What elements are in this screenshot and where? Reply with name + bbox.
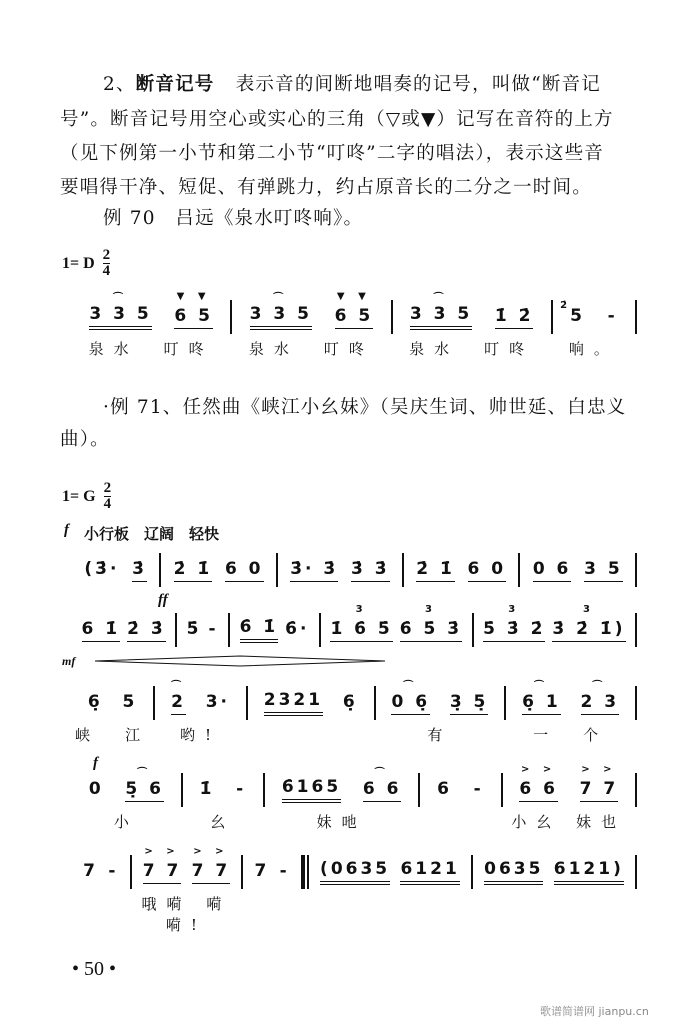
grace-note: 2̇ bbox=[560, 300, 571, 311]
lyric: 哟! bbox=[180, 726, 222, 744]
note-group: 3· bbox=[205, 692, 230, 712]
articulation-mark: ⌒ bbox=[403, 680, 419, 692]
note-group: - bbox=[607, 306, 618, 326]
articulation-mark: 3 bbox=[508, 603, 521, 615]
note-group: 6121 bbox=[400, 859, 459, 885]
note-group: - bbox=[208, 619, 219, 639]
note-group: 6̇165 bbox=[282, 777, 341, 803]
example71-caption-cont: 曲）。 bbox=[60, 429, 110, 450]
paragraph-line: 表示音的间断地唱奏的记号，叫做“断音记 bbox=[235, 74, 601, 95]
lyric: 泉水 叮咚 bbox=[409, 340, 535, 358]
note-group: 6̇· bbox=[285, 619, 310, 639]
page-number: • 50 • bbox=[72, 958, 117, 980]
section-first-line bbox=[103, 70, 601, 96]
articulation-mark: 3 bbox=[424, 603, 437, 615]
score-row bbox=[72, 553, 637, 587]
measure bbox=[248, 686, 376, 720]
key: 1= D bbox=[62, 254, 95, 272]
articulation-mark: > > bbox=[521, 763, 557, 775]
note-group: 5 2̇ bbox=[560, 300, 585, 326]
lyric: 小幺 妹也 bbox=[511, 813, 627, 831]
note-group: 0 bbox=[88, 779, 104, 799]
note-group: 3̇ 2̇ 1̇) 3 bbox=[552, 619, 625, 642]
articulation-mark: ⌒ bbox=[592, 680, 608, 692]
note-group: 6 5 ▼ ▼ bbox=[174, 306, 213, 329]
note-group: 6̣ 1 ⌒ bbox=[522, 692, 561, 715]
measure bbox=[303, 855, 473, 889]
note-group: 1̇ 2̇ bbox=[495, 306, 534, 329]
measure bbox=[72, 855, 132, 889]
measure bbox=[473, 855, 637, 889]
note-group: 6̣ bbox=[87, 692, 103, 712]
note-group: - bbox=[108, 861, 119, 881]
note-group: - bbox=[279, 861, 290, 881]
section-heading: 断音记号 bbox=[135, 74, 215, 95]
note-group: 2 3 ⌒ bbox=[581, 692, 620, 715]
note-group: 1̇ 6̇ 5̇ 3 bbox=[330, 619, 392, 642]
note-group: - bbox=[473, 779, 484, 799]
example71-caption: ·例 71、任然曲《峡江小幺妹》（吴庆生词、帅世延、白忠义 bbox=[103, 397, 627, 418]
measure bbox=[243, 855, 303, 889]
lyric: 泉水 叮咚 bbox=[248, 340, 374, 358]
measure bbox=[474, 603, 637, 647]
note-group: 6̇ 5̇ 3̇ 3 bbox=[400, 619, 462, 642]
articulation-mark: 3 bbox=[355, 603, 368, 615]
note-group: 6 bbox=[437, 779, 452, 799]
example70-key-signature bbox=[62, 248, 110, 279]
measure bbox=[72, 767, 183, 831]
note-group: 3̇ bbox=[132, 559, 147, 582]
note-group: 7 7 > > bbox=[143, 861, 182, 884]
note-group: 7 7 > > bbox=[192, 861, 231, 884]
note-group: 6 6 ⌒ bbox=[363, 779, 402, 802]
lyric: 哦嗬 嗬嗬! bbox=[141, 895, 232, 934]
time-top: 2 bbox=[103, 480, 112, 496]
note-group: 2̇ 1̇ bbox=[416, 559, 455, 582]
time-signature bbox=[103, 248, 111, 279]
measure bbox=[72, 613, 177, 647]
measure bbox=[183, 773, 265, 831]
note-group: (3̇· bbox=[84, 559, 120, 579]
score-row bbox=[72, 290, 637, 358]
articulation-mark: ▼ ▼ bbox=[176, 290, 211, 302]
crescendo-decrescendo-hairpin bbox=[95, 655, 385, 667]
note-group: 2̇ 3̇ bbox=[127, 619, 166, 642]
measure bbox=[232, 290, 392, 358]
note-group: 3̇ 3̇ bbox=[351, 559, 390, 582]
note-group: 6 5 ▼ ▼ bbox=[335, 306, 374, 329]
measure bbox=[553, 300, 637, 358]
note-group: 6121) bbox=[554, 859, 624, 885]
measure bbox=[520, 553, 637, 587]
paragraph-line: 要唱得干净、短促、有弹跳力，约占原音长的二分之一时间。 bbox=[60, 177, 592, 198]
paragraph-line: 号”。断音记号用空心或实心的三角（▽或▼）记写在音符的上方 bbox=[60, 109, 614, 130]
articulation-mark: ⌒ bbox=[137, 767, 153, 779]
lyric: 小 bbox=[113, 813, 139, 831]
measure bbox=[72, 553, 161, 587]
articulation-mark: ▼ ▼ bbox=[336, 290, 371, 302]
time-signature bbox=[104, 481, 112, 512]
example70-caption: 例 70 吕远《泉水叮咚响》。 bbox=[103, 208, 364, 229]
articulation-mark: ⌒ bbox=[273, 293, 289, 304]
example71-key-signature bbox=[62, 481, 111, 512]
note-group: 0 6 bbox=[533, 559, 572, 582]
articulation-mark: ⌒ bbox=[533, 680, 549, 692]
articulation-mark: > > bbox=[193, 845, 229, 857]
time-bottom: 4 bbox=[102, 263, 111, 279]
articulation-mark: ⌒ bbox=[171, 680, 187, 692]
measure bbox=[132, 845, 244, 934]
note-group: 3 3 5 ⌒ bbox=[89, 304, 151, 330]
note-group: 2 ⌒ bbox=[171, 692, 186, 715]
measure bbox=[278, 553, 404, 587]
note-group: 6 1̇ bbox=[82, 619, 121, 642]
score-row bbox=[72, 680, 637, 744]
note-group: 0 6̣ ⌒ bbox=[391, 692, 430, 715]
note-group: 1̇ bbox=[199, 779, 215, 799]
articulation-mark: ⌒ bbox=[433, 293, 449, 304]
measure bbox=[72, 290, 232, 358]
note-group: 7 7 > > bbox=[580, 779, 619, 802]
note-group: 6̇ 1̇ bbox=[240, 617, 279, 643]
tempo-marking: 小行板 辽阔 轻快 bbox=[84, 525, 220, 543]
measure bbox=[404, 553, 521, 587]
key: 1= G bbox=[62, 487, 96, 505]
note-group: 7 bbox=[254, 861, 270, 881]
dynamic-f: f bbox=[64, 522, 69, 538]
lyric: 一 个 bbox=[533, 726, 609, 744]
measure bbox=[376, 680, 507, 744]
articulation-mark: > > bbox=[144, 845, 180, 857]
time-top: 2 bbox=[102, 247, 111, 263]
note-group: 3̇· 3̇ bbox=[290, 559, 338, 582]
measure bbox=[72, 686, 155, 744]
measure bbox=[503, 763, 638, 831]
note-group: 6 6 > > bbox=[519, 779, 558, 802]
measure bbox=[420, 773, 502, 807]
section-number: 2、 bbox=[103, 74, 136, 95]
measure bbox=[265, 767, 420, 831]
paragraph-line: （见下例第一小节和第二小节“叮咚”二字的唱法），表示这些音 bbox=[60, 143, 604, 164]
lyric: 有 bbox=[427, 726, 453, 744]
score-row bbox=[72, 763, 637, 831]
lyric: 泉水 叮咚 bbox=[88, 340, 214, 358]
score-row bbox=[72, 603, 637, 647]
note-group: 5̇ bbox=[186, 619, 202, 639]
measure bbox=[230, 613, 321, 647]
dynamic-f: f bbox=[93, 755, 98, 771]
lyric: 幺 bbox=[210, 813, 236, 831]
note-group: (0635 bbox=[320, 859, 390, 885]
note-group: 2̇ 1̇ bbox=[174, 559, 213, 582]
articulation-mark: ⌒ bbox=[374, 767, 390, 779]
dynamic-mf: mf bbox=[62, 654, 76, 668]
articulation-mark: > > bbox=[581, 763, 617, 775]
note-group: 6̣ bbox=[342, 692, 358, 712]
lyric: 妹吔 bbox=[316, 813, 367, 831]
note-group: 6 0 bbox=[468, 559, 507, 582]
note-group: 6 0 bbox=[225, 559, 264, 582]
measure bbox=[155, 680, 248, 744]
dynamic-ff: ff bbox=[158, 592, 168, 608]
note-group: 5̇ 3̇ 2̇ 3 bbox=[483, 619, 545, 642]
note-group: 3 3 5 ⌒ bbox=[410, 304, 472, 330]
note-group: 5 bbox=[122, 692, 138, 712]
measure bbox=[321, 603, 474, 647]
note-group: 5̣ 6 ⌒ bbox=[125, 779, 164, 802]
measure bbox=[177, 613, 230, 647]
note-group: 3̣ 5̣ bbox=[450, 692, 489, 715]
time-bottom: 4 bbox=[103, 496, 112, 512]
note-group: 7 bbox=[83, 861, 98, 881]
score-row bbox=[72, 845, 637, 934]
note-group: 2321 bbox=[264, 690, 323, 716]
articulation-mark: 3 bbox=[582, 603, 595, 615]
note-group: 3 5 bbox=[584, 559, 623, 582]
note-group: 0635 bbox=[484, 859, 543, 885]
watermark: 歌谱简谱网 jianpu.cn bbox=[540, 1005, 649, 1018]
note-group: - bbox=[236, 779, 247, 799]
lyric: 峡 江 bbox=[75, 726, 151, 744]
note-group: 3 3 5 ⌒ bbox=[250, 304, 312, 330]
measure bbox=[393, 293, 553, 358]
measure bbox=[161, 553, 278, 587]
measure bbox=[506, 680, 637, 744]
articulation-mark: ⌒ bbox=[112, 293, 128, 304]
lyric: 响。 bbox=[568, 340, 619, 358]
